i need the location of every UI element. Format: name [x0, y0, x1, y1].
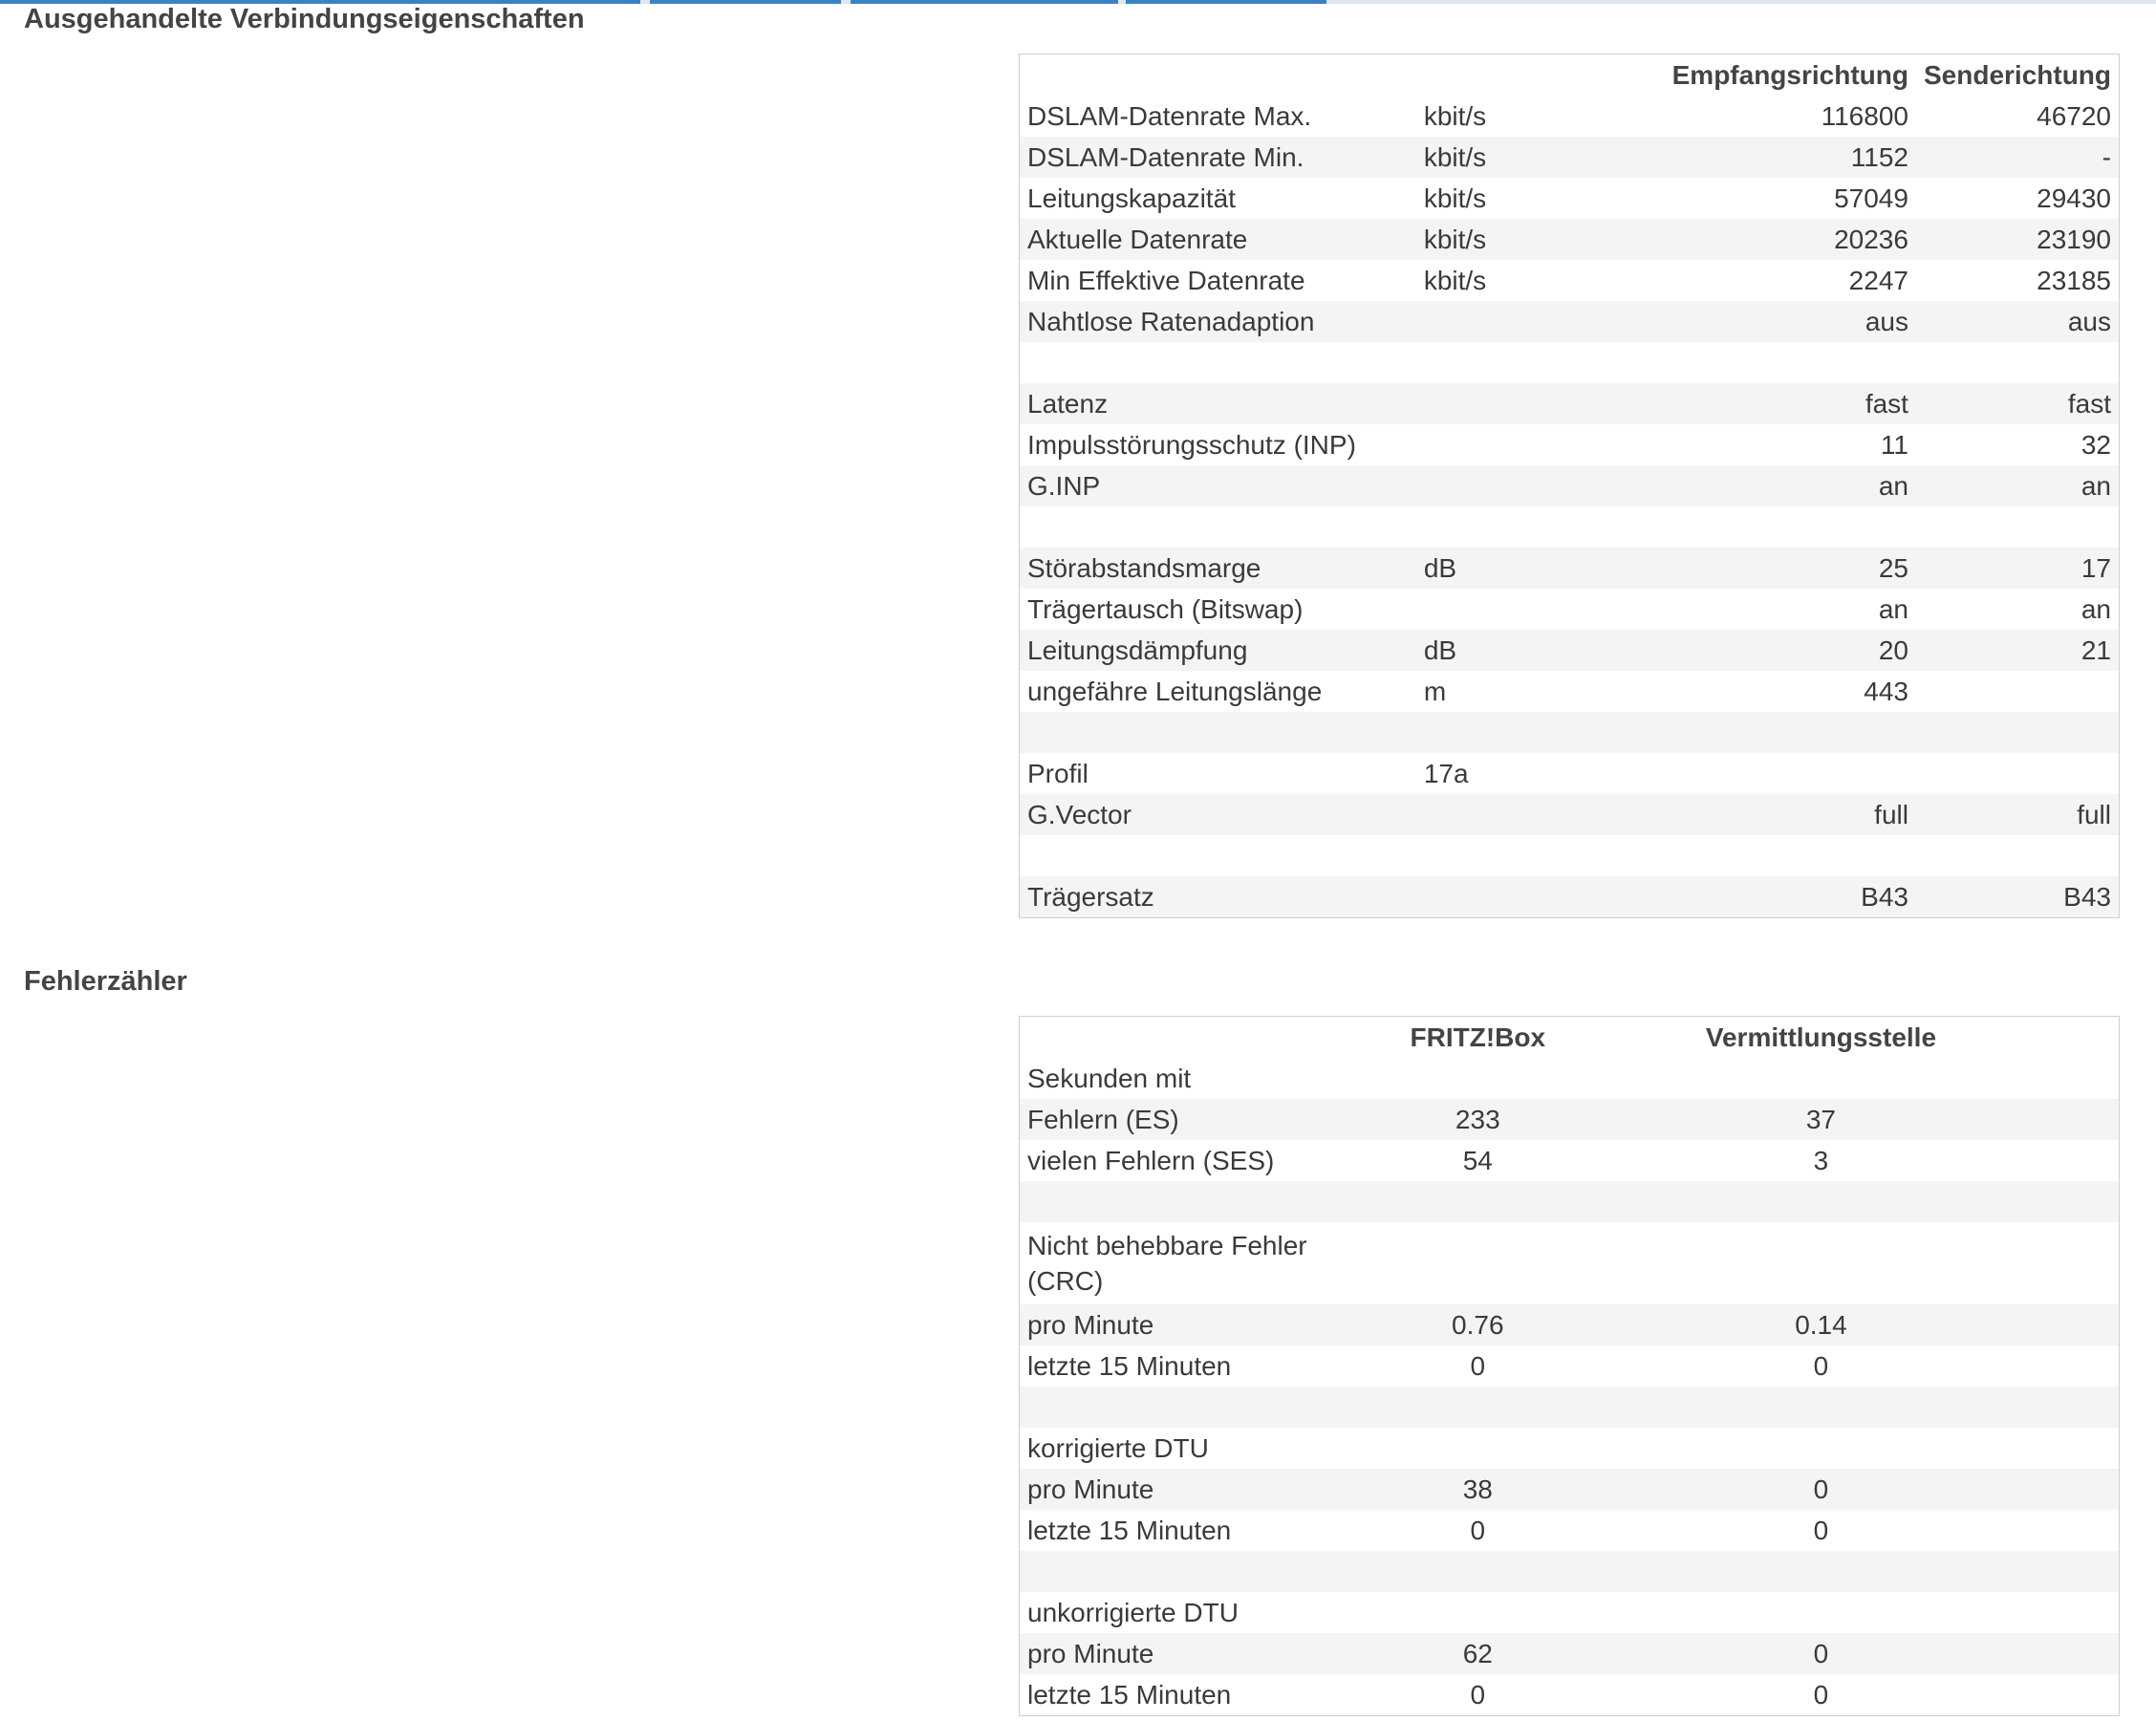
row-unit	[1416, 424, 1567, 465]
row-label: Sekunden mit	[1027, 1064, 1192, 1093]
row-exchange-value: 0	[1813, 1680, 1829, 1710]
row-unit: dB	[1416, 548, 1567, 589]
row-send-value	[1916, 671, 2119, 712]
top-tab-indicator	[1126, 0, 1326, 4]
row-exchange-value: 0	[1621, 1469, 2119, 1510]
row-send-value: 23185	[2037, 266, 2111, 295]
row-fritzbox-value: 62	[1335, 1633, 1621, 1674]
row-send-value: 23190	[1916, 219, 2119, 260]
row-unit	[1416, 794, 1567, 835]
row-label: pro Minute	[1020, 1304, 1335, 1345]
table-row	[1020, 1510, 2119, 1551]
row-label: unkorrigierte DTU	[1027, 1598, 1239, 1627]
table-row	[1020, 260, 2119, 301]
row-unit	[1416, 712, 1567, 753]
connection-properties-body	[1020, 96, 2119, 917]
row-fritzbox-value: 0	[1470, 1351, 1486, 1381]
spacer-row	[1020, 835, 2119, 876]
column-header-exchange: Vermittlungsstelle	[1705, 1022, 1937, 1052]
row-label: Leitungsdämpfung	[1020, 630, 1416, 671]
row-receive-value: 57049	[1834, 183, 1908, 213]
row-label	[1020, 1551, 1335, 1592]
column-header-unit	[1416, 54, 1567, 96]
table-row	[1020, 1469, 2119, 1510]
row-label: Leitungskapazität	[1027, 183, 1236, 213]
table-row	[1020, 137, 2119, 178]
row-label: letzte 15 Minuten	[1027, 1516, 1232, 1545]
row-fritzbox-value: 0	[1470, 1680, 1486, 1710]
row-label: vielen Fehlern (SES)	[1027, 1146, 1275, 1175]
row-label: letzte 15 Minuten	[1027, 1351, 1232, 1381]
row-fritzbox-value	[1335, 1592, 1621, 1633]
row-receive-value: aus	[1567, 301, 1916, 342]
row-receive-value	[1567, 506, 1916, 548]
table-row	[1020, 219, 2119, 260]
row-unit	[1416, 835, 1567, 876]
row-unit	[1416, 506, 1567, 548]
row-receive-value: an	[1567, 465, 1916, 506]
table-row	[1020, 1592, 2119, 1633]
row-receive-value: B43	[1567, 876, 1916, 917]
row-send-value	[1916, 712, 2119, 753]
connection-properties-title: Ausgehandelte Verbindungseigenschaften	[24, 4, 585, 34]
row-fritzbox-value: 0	[1470, 1516, 1486, 1545]
row-receive-value: 116800	[1821, 101, 1908, 131]
table-row	[1020, 1428, 2119, 1469]
row-receive-value	[1567, 753, 1916, 794]
table-row	[1020, 178, 2119, 219]
spacer-row	[1020, 1181, 2119, 1222]
row-fritzbox-value: 54	[1462, 1146, 1493, 1175]
table-row	[1020, 424, 2119, 465]
table-row	[1020, 96, 2119, 137]
row-label: pro Minute	[1020, 1633, 1335, 1674]
table-row	[1020, 1304, 2119, 1345]
row-send-value: an	[1916, 465, 2119, 506]
row-label: ungefähre Leitungslänge	[1027, 677, 1323, 706]
row-exchange-value	[1621, 1428, 2119, 1469]
column-header-send: Senderichtung	[1923, 59, 2111, 90]
spacer-row	[1020, 506, 2119, 548]
row-send-value: 46720	[2037, 101, 2111, 131]
row-send-value	[1916, 506, 2119, 548]
row-receive-value: 2247	[1848, 266, 1908, 295]
row-label: Störabstandsmarge	[1020, 548, 1416, 589]
row-send-value: 21	[1916, 630, 2119, 671]
row-receive-value	[1567, 712, 1916, 753]
table-row	[1020, 1099, 2119, 1140]
row-receive-value: an	[1878, 594, 1908, 624]
row-receive-value: 25	[1567, 548, 1916, 589]
row-exchange-value	[1621, 1551, 2119, 1592]
row-label: DSLAM-Datenrate Max.	[1027, 101, 1312, 131]
row-label: Latenz	[1020, 383, 1416, 424]
row-unit: 17a	[1423, 759, 1469, 788]
row-send-value	[1916, 342, 2119, 383]
table-row	[1020, 794, 2119, 835]
row-fritzbox-value	[1335, 1058, 1621, 1099]
row-send-value: B43	[1916, 876, 2119, 917]
row-send-value	[1916, 753, 2119, 794]
table-row	[1020, 630, 2119, 671]
connection-properties-panel	[1019, 54, 2120, 918]
row-exchange-value: 0.14	[1621, 1304, 2119, 1345]
table-row	[1020, 1058, 2119, 1099]
row-label: G.INP	[1020, 465, 1416, 506]
row-unit: kbit/s	[1423, 101, 1487, 131]
table-row	[1020, 465, 2119, 506]
row-send-value: 32	[2081, 430, 2111, 460]
row-unit	[1416, 589, 1567, 630]
row-fritzbox-value: 38	[1335, 1469, 1621, 1510]
row-fritzbox-value	[1335, 1551, 1621, 1592]
row-label: Nicht behebbare Fehler (CRC)	[1027, 1231, 1307, 1296]
row-label	[1020, 1387, 1335, 1428]
spacer-row	[1020, 1387, 2119, 1428]
row-fritzbox-value	[1335, 1181, 1621, 1222]
row-receive-value: 11	[1880, 430, 1908, 460]
row-label: Fehlern (ES)	[1020, 1099, 1335, 1140]
row-label: Trägertausch (Bitswap)	[1027, 594, 1304, 624]
row-send-value	[1916, 835, 2119, 876]
connection-properties-table	[1020, 54, 2119, 917]
row-label	[1020, 835, 1416, 876]
row-exchange-value	[1621, 1181, 2119, 1222]
table-row	[1020, 301, 2119, 342]
error-counter-panel	[1019, 1016, 2120, 1716]
row-receive-value: 20	[1567, 630, 1916, 671]
error-counter-title: Fehlerzähler	[24, 966, 187, 997]
spacer-row	[1020, 1551, 2119, 1592]
row-send-value: aus	[1916, 301, 2119, 342]
row-fritzbox-value	[1335, 1428, 1621, 1469]
row-unit: kbit/s	[1423, 266, 1487, 295]
column-header-label	[1020, 1017, 1335, 1058]
row-label	[1020, 342, 1416, 383]
table-row	[1020, 671, 2119, 712]
row-unit: m	[1423, 677, 1447, 706]
row-label: Min Effektive Datenrate	[1027, 266, 1305, 295]
row-send-value: -	[1916, 137, 2119, 178]
table-row	[1020, 753, 2119, 794]
row-receive-value: 1152	[1567, 137, 1916, 178]
table-row	[1020, 876, 2119, 917]
row-label: letzte 15 Minuten	[1027, 1680, 1232, 1710]
row-receive-value	[1567, 835, 1916, 876]
row-receive-value	[1567, 342, 1916, 383]
row-label: DSLAM-Datenrate Min.	[1020, 137, 1416, 178]
table-header-row	[1020, 54, 2119, 96]
row-fritzbox-value: 233	[1335, 1099, 1621, 1140]
table-header-row	[1020, 1017, 2119, 1058]
row-exchange-value	[1621, 1222, 2119, 1304]
row-exchange-value	[1621, 1592, 2119, 1633]
row-send-value: fast	[1916, 383, 2119, 424]
row-unit	[1416, 301, 1567, 342]
table-row	[1020, 1140, 2119, 1181]
spacer-row	[1020, 712, 2119, 753]
table-row	[1020, 1633, 2119, 1674]
table-row	[1020, 383, 2119, 424]
row-unit: kbit/s	[1423, 183, 1487, 213]
column-header-receive: Empfangsrichtung	[1671, 59, 1908, 90]
row-exchange-value: 0	[1813, 1516, 1829, 1545]
row-receive-value: fast	[1567, 383, 1916, 424]
row-unit	[1416, 342, 1567, 383]
spacer-row	[1020, 342, 2119, 383]
top-tab-indicator	[851, 0, 1118, 4]
row-label: pro Minute	[1020, 1469, 1335, 1510]
row-label	[1020, 712, 1416, 753]
row-unit	[1416, 383, 1567, 424]
row-unit	[1416, 876, 1567, 917]
table-row	[1020, 1674, 2119, 1715]
error-counter-body	[1020, 1058, 2119, 1715]
table-row	[1020, 1222, 2119, 1304]
row-exchange-value: 0	[1621, 1633, 2119, 1674]
row-receive-value: 443	[1864, 677, 1908, 706]
top-tab-indicator	[650, 0, 841, 4]
row-send-value: an	[2081, 594, 2111, 624]
row-send-value: 29430	[2037, 183, 2111, 213]
row-receive-value: full	[1567, 794, 1916, 835]
row-label: G.Vector	[1020, 794, 1416, 835]
row-exchange-value: 0	[1813, 1351, 1829, 1381]
row-label	[1020, 1181, 1335, 1222]
row-receive-value: 20236	[1567, 219, 1916, 260]
row-unit: kbit/s	[1416, 219, 1567, 260]
row-fritzbox-value	[1335, 1387, 1621, 1428]
row-send-value: 17	[1916, 548, 2119, 589]
table-row	[1020, 589, 2119, 630]
row-fritzbox-value	[1335, 1222, 1621, 1304]
row-label: Aktuelle Datenrate	[1020, 219, 1416, 260]
column-header-fritzbox: FRITZ!Box	[1410, 1022, 1546, 1052]
row-fritzbox-value: 0.76	[1335, 1304, 1621, 1345]
row-exchange-value	[1621, 1387, 2119, 1428]
row-label: Trägersatz	[1020, 876, 1416, 917]
row-label: Nahtlose Ratenadaption	[1020, 301, 1416, 342]
table-row	[1020, 548, 2119, 589]
row-label: Profil	[1027, 759, 1089, 788]
row-exchange-value: 37	[1621, 1099, 2119, 1140]
row-unit: kbit/s	[1416, 137, 1567, 178]
column-header-label	[1020, 54, 1416, 96]
error-counter-table	[1020, 1017, 2119, 1715]
row-send-value: full	[1916, 794, 2119, 835]
row-exchange-value: 3	[1813, 1146, 1829, 1175]
row-unit	[1416, 465, 1567, 506]
row-exchange-value	[1621, 1058, 2119, 1099]
row-unit: dB	[1416, 630, 1567, 671]
row-label	[1020, 506, 1416, 548]
row-label: korrigierte DTU	[1027, 1433, 1209, 1463]
row-label: Impulsstörungsschutz (INP)	[1027, 430, 1356, 460]
table-row	[1020, 1345, 2119, 1387]
